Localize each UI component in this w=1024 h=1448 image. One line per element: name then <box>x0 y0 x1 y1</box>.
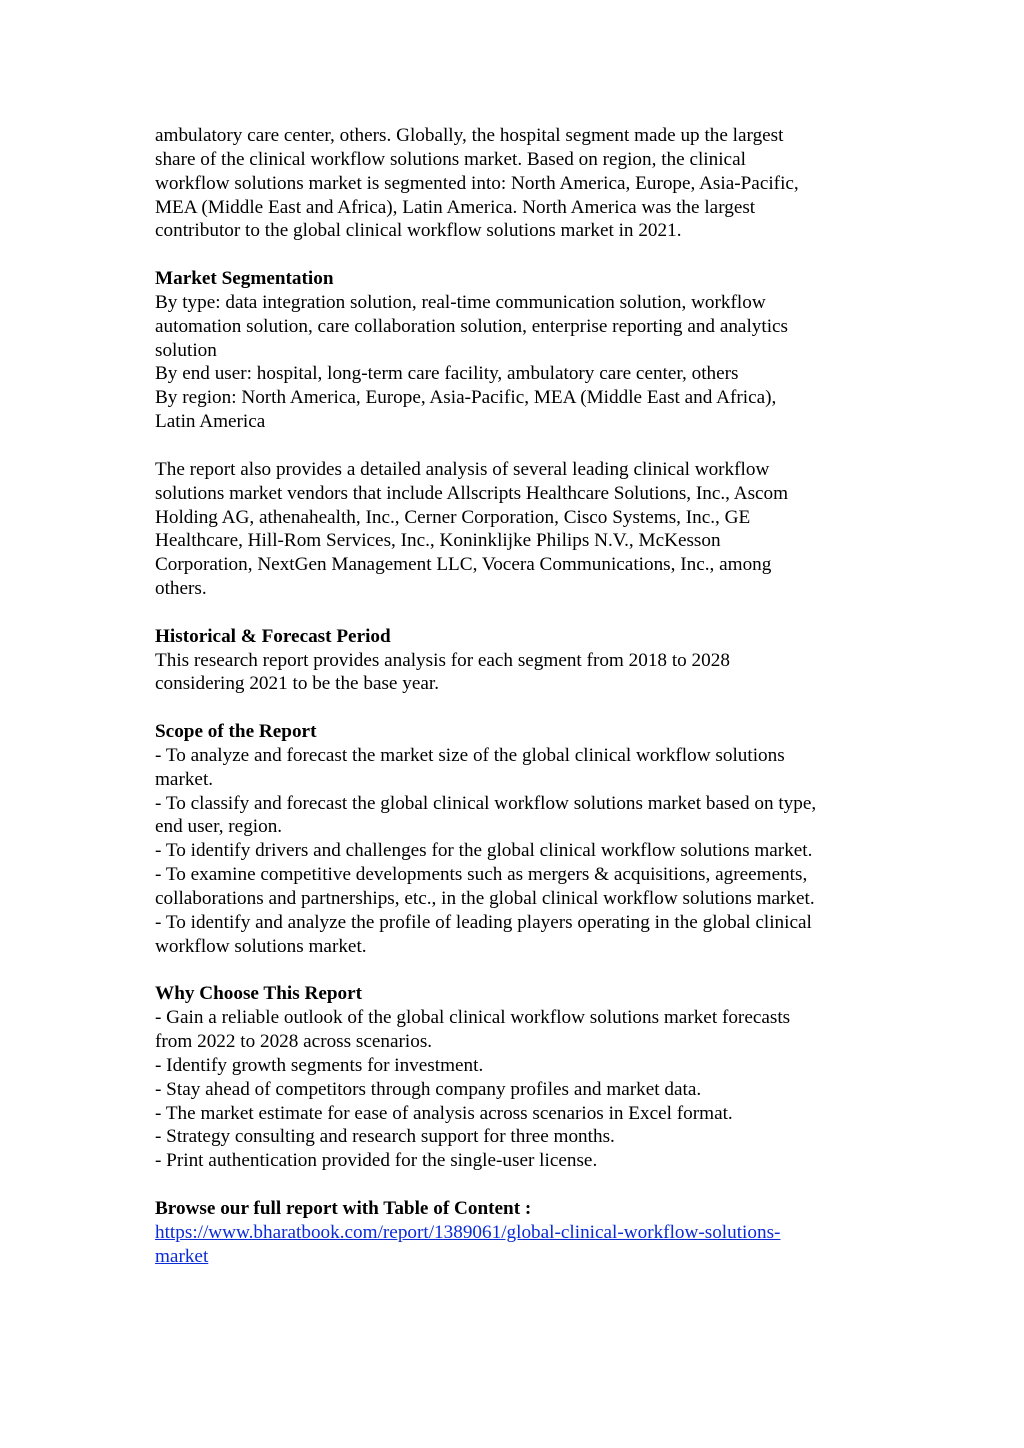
scope-line: - To classify and forecast the global clinical workflow solutions market based on type, <box>155 792 817 814</box>
browse-heading: Browse our full report with Table of Content : <box>155 1197 532 1219</box>
vendors-line: solutions market vendors that include Allscripts Healthcare Solutions, Inc., Ascom <box>155 482 789 504</box>
vendors-line: Holding AG, athenahealth, Inc., Cerner Corporation, Cisco Systems, Inc., GE <box>155 506 751 528</box>
scope-line: - To identify and analyze the profile of leading players operating in the global clinical <box>155 911 812 933</box>
intro-line: contributor to the global clinical workflow solutions market in 2021. <box>155 220 682 242</box>
scope-line: - To examine competitive developments such as mergers & acquisitions, agreements, <box>155 864 808 886</box>
why-line: - Strategy consulting and research support for three months. <box>155 1126 615 1148</box>
segmentation-line: solution <box>155 339 217 361</box>
scope-line: market. <box>155 768 214 790</box>
segmentation-line: By region: North America, Europe, Asia-Pacific, MEA (Middle East and Africa), <box>155 387 777 409</box>
scope-line: - To analyze and forecast the market size of the global clinical workflow solutions <box>155 744 785 766</box>
segmentation-line: By end user: hospital, long-term care facility, ambulatory care center, others <box>155 363 739 385</box>
scope-section <box>155 720 875 958</box>
vendors-line: The report also provides a detailed analysis of several leading clinical workflow <box>155 458 770 480</box>
report-link[interactable] <box>155 1221 875 1245</box>
segmentation-line: Latin America <box>155 411 266 433</box>
scope-line: end user, region. <box>155 816 283 838</box>
report-link-line[interactable]: market <box>155 1245 209 1267</box>
vendors-paragraph <box>155 458 875 601</box>
why-line: - Identify growth segments for investment. <box>155 1054 484 1076</box>
vendors-line: Healthcare, Hill-Rom Services, Inc., Koninklijke Philips N.V., McKesson <box>155 530 721 552</box>
segmentation-heading: Market Segmentation <box>155 268 334 290</box>
segmentation-line: automation solution, care collaboration solution, enterprise reporting and analytics <box>155 315 789 337</box>
intro-line: share of the clinical workflow solutions market. Based on region, the clinical <box>155 148 746 170</box>
segmentation-line: By type: data integration solution, real-time communication solution, workflow <box>155 291 766 313</box>
period-line: This research report provides analysis for each segment from 2018 to 2028 <box>155 649 730 671</box>
report-link-line[interactable]: https://www.bharatbook.com/report/1389061/global-clinical-workflow-solutions- <box>155 1221 781 1243</box>
report-link-continued[interactable] <box>155 1245 875 1269</box>
segmentation-section <box>155 267 875 434</box>
scope-heading: Scope of the Report <box>155 721 317 743</box>
intro-line: workflow solutions market is segmented into: North America, Europe, Asia-Pacific, <box>155 172 799 194</box>
why-section <box>155 982 875 1173</box>
vendors-line: Corporation, NextGen Management LLC, Vocera Communications, Inc., among <box>155 554 772 576</box>
why-line: - Gain a reliable outlook of the global clinical workflow solutions market forecasts <box>155 1007 791 1029</box>
intro-paragraph <box>155 124 875 243</box>
scope-line: collaborations and partnerships, etc., in the global clinical workflow solutions market. <box>155 888 815 909</box>
why-line: - Print authentication provided for the single-user license. <box>155 1150 598 1172</box>
why-line: - The market estimate for ease of analysis across scenarios in Excel format. <box>155 1102 733 1124</box>
intro-line: ambulatory care center, others. Globally, the hospital segment made up the largest <box>155 125 784 146</box>
browse-section <box>155 1197 875 1269</box>
intro-line: MEA (Middle East and Africa), Latin America. North America was the largest <box>155 196 756 218</box>
document-page <box>155 124 875 1269</box>
scope-line: - To identify drivers and challenges for the global clinical workflow solutions market. <box>155 840 813 862</box>
why-line: - Stay ahead of competitors through company profiles and market data. <box>155 1078 702 1100</box>
scope-line: workflow solutions market. <box>155 935 367 957</box>
why-heading: Why Choose This Report <box>155 983 363 1005</box>
why-line: from 2022 to 2028 across scenarios. <box>155 1031 433 1053</box>
vendors-line: others. <box>155 578 207 600</box>
period-line: considering 2021 to be the base year. <box>155 673 439 695</box>
period-heading: Historical & Forecast Period <box>155 625 391 647</box>
period-section <box>155 625 875 697</box>
